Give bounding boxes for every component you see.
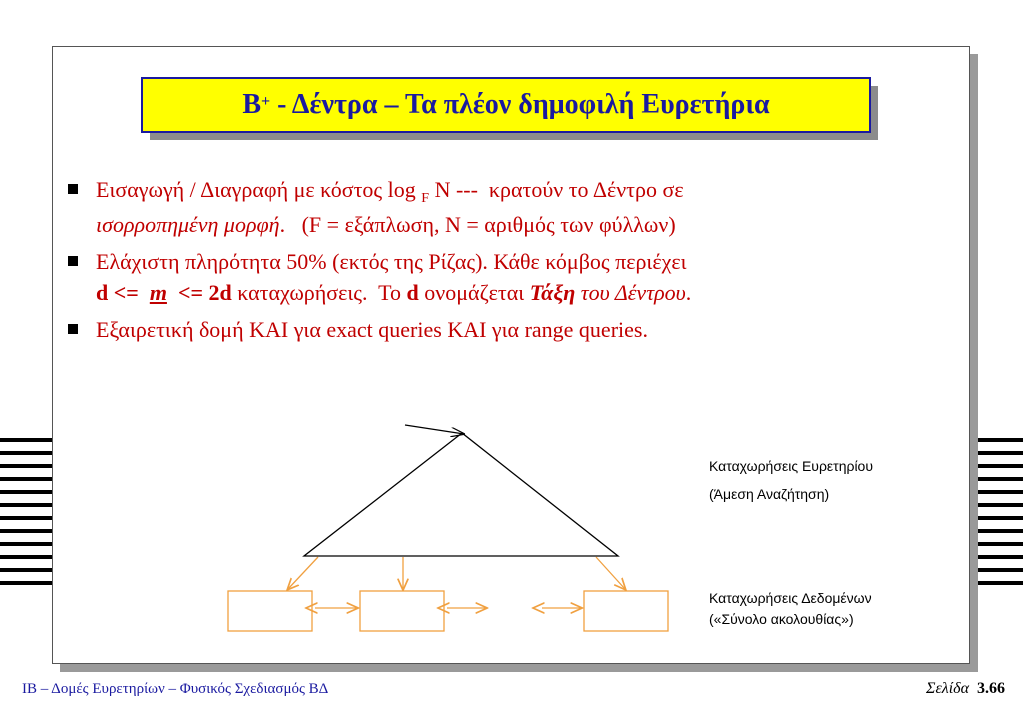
title-plus: + — [261, 93, 271, 110]
footer-page — [926, 680, 1005, 698]
b3-text: Εξαιρετική δομή ΚΑΙ για exact queries ΚΑΙ για range queries. — [96, 317, 648, 342]
b2-m: m — [149, 280, 167, 305]
b2-d: d — [406, 280, 419, 305]
b2-tree: του Δέντρου — [575, 280, 686, 305]
b2-d-le: d <= — [96, 280, 150, 305]
b1-italic: ισορροπημένη μορφή — [96, 212, 280, 237]
down-arrow-right — [596, 557, 625, 589]
root-pointer-arrow — [405, 425, 464, 434]
data-entries-sublabel: («Σύνολο ακολουθίας») — [709, 611, 854, 627]
title-b: B — [242, 89, 262, 120]
index-entries-label: Καταχωρήσεις Ευρετηρίου — [709, 458, 874, 474]
leaf-node-3 — [584, 591, 668, 631]
title-rest: - Δέντρα – Τα πλέον δημοφιλή Ευρετήρια — [270, 89, 770, 120]
leaf-node-1 — [228, 591, 312, 631]
b2-text-1: Ελάχιστη πληρότητα 50% (εκτός της Ρίζας). Κάθε κόμβος περιέχει — [96, 249, 687, 274]
b1-text-1: Εισαγωγή / Διαγραφή με κόστος log — [96, 177, 422, 202]
b2-taxi: Τάξη — [529, 280, 576, 305]
b2-period: . — [685, 280, 692, 305]
footer-page-number: 3.66 — [977, 680, 1005, 697]
b2-text-3: ονομάζεται — [418, 280, 530, 305]
b2-le-2d: <= 2d — [166, 280, 232, 305]
b1-subscript: F — [421, 191, 430, 206]
b1-text-3: . (F = εξάπλωση, N = αριθμός των φύλλων) — [279, 212, 676, 237]
footer-page-word: Σελίδα — [925, 680, 969, 697]
index-triangle — [304, 433, 618, 556]
b1-text-2: N --- κρατούν το Δέντρο σε — [429, 177, 684, 202]
down-arrow-left — [288, 557, 318, 589]
data-entries-label: Καταχωρήσεις Δεδομένων — [709, 590, 872, 606]
b2-text-2: καταχωρήσεις. Το — [231, 280, 407, 305]
leaf-node-2 — [360, 591, 444, 631]
index-entries-sublabel: (Άμεση Αναζήτηση) — [709, 486, 830, 502]
footer-course: ΙΒ – Δομές Ευρετηρίων – Φυσικός Σχεδιασμός ΒΔ — [22, 681, 329, 697]
